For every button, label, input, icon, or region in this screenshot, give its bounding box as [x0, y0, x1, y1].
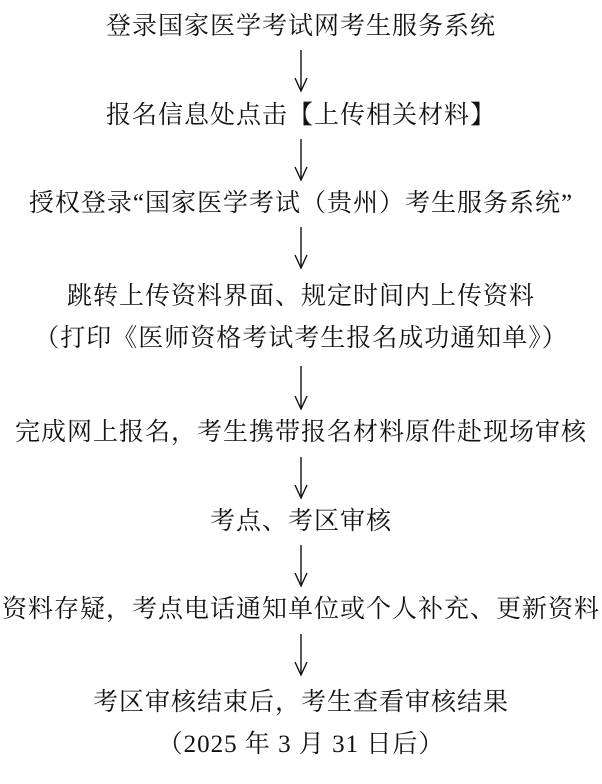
step-supplement-update-materials [2, 593, 600, 627]
step-text: 资料存疑，考点电话通知单位或个人补充、更新资料 [1, 596, 600, 624]
step-text: 授权登录“国家医学考试（贵州）考生服务系统” [28, 190, 574, 218]
step-site-and-district-review [210, 505, 392, 539]
step-view-review-result [93, 682, 509, 766]
down-arrow-icon [288, 49, 314, 93]
step-subtext: （打印《医师资格考试考生报名成功通知单》） [34, 324, 568, 352]
down-arrow-icon [288, 633, 314, 677]
down-arrow-icon [288, 456, 314, 500]
step-text: 跳转上传资料界面、规定时间内上传资料 [66, 282, 535, 310]
step-login-national-exam-site [106, 10, 496, 44]
step-text: 报名信息处点击【上传相关材料】 [105, 101, 496, 129]
step-text: 完成网上报名，考生携带报名材料原件赴现场审核 [14, 419, 587, 447]
step-authorize-guizhou-system [29, 187, 573, 221]
down-arrow-icon [288, 365, 314, 411]
down-arrow-icon [288, 544, 314, 588]
step-text: 登录国家医学考试网考生服务系统 [105, 13, 496, 40]
step-onsite-review-with-originals [15, 416, 587, 450]
step-upload-within-time [34, 276, 568, 360]
step-text: 考区审核结束后，考生查看审核结果 [92, 688, 509, 716]
step-text: 考点、考区审核 [209, 507, 392, 535]
down-arrow-icon [288, 138, 314, 182]
down-arrow-icon [288, 226, 314, 270]
step-click-upload-materials [106, 99, 496, 133]
step-subtext: （2025 年 3 月 31 日后） [157, 730, 445, 758]
